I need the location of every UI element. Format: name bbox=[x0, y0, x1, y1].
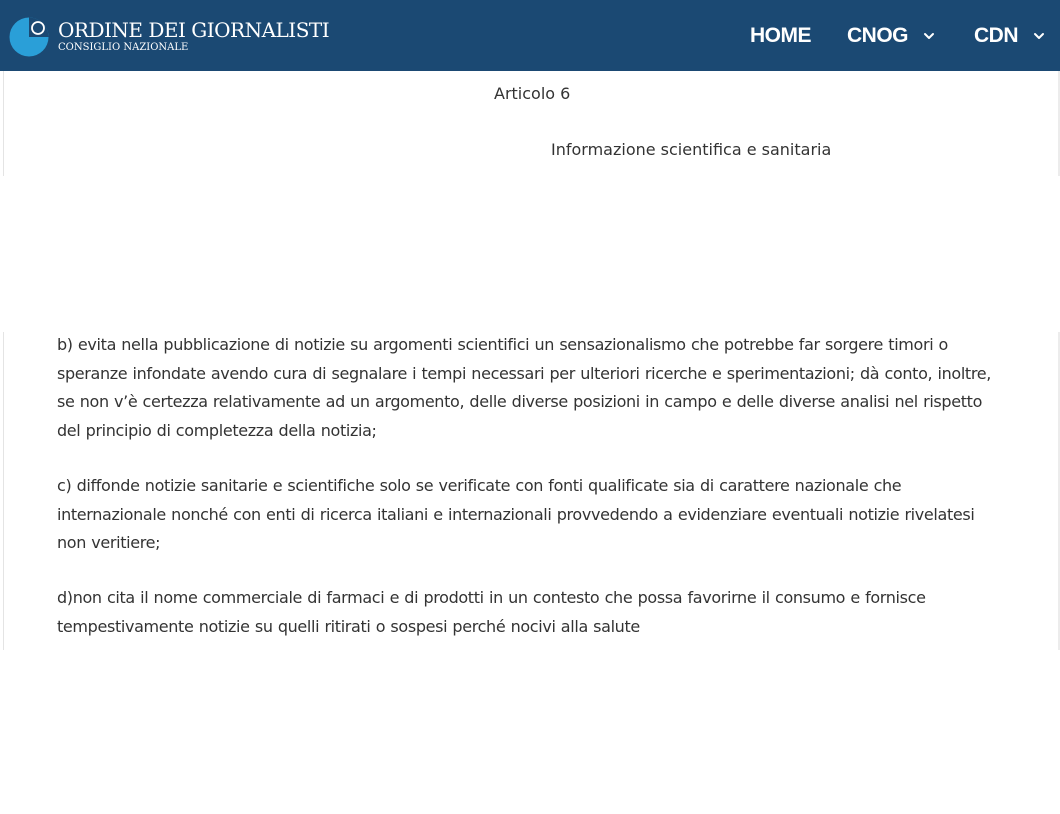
content-border-left bbox=[3, 332, 4, 650]
logo-title: ORDINE DEI GIORNALISTI bbox=[58, 18, 330, 42]
nav-cdn-label[interactable]: CDN bbox=[974, 23, 1018, 47]
nav-home[interactable] bbox=[750, 24, 811, 48]
site-header bbox=[0, 0, 1060, 71]
content-border-left bbox=[3, 71, 4, 176]
nav-cnog-label[interactable]: CNOG bbox=[847, 23, 908, 47]
article-subheading: Informazione scientifica e sanitaria bbox=[551, 140, 832, 159]
main-nav bbox=[750, 0, 1060, 71]
article-heading: Articolo 6 bbox=[494, 84, 571, 103]
nav-cnog[interactable] bbox=[847, 24, 936, 48]
circle-o-logo-icon bbox=[9, 17, 49, 57]
chevron-down-icon[interactable] bbox=[1032, 29, 1046, 43]
nav-cdn[interactable] bbox=[974, 24, 1046, 48]
article-paragraph-c: c) diffonde notizie sanitarie e scientifiche solo se verificate con fonti qualificate sia di carattere nazionale che internazionale nonché con enti di ricerca italiani e internazionali provvedendo a evidenziare eventuali notizie rivelatesi non veritiere; bbox=[57, 476, 975, 552]
site-logo[interactable] bbox=[9, 17, 329, 59]
logo-subtitle: CONSIGLIO NAZIONALE bbox=[58, 42, 189, 53]
article-paragraph-d: d)non cita il nome commerciale di farmaci e di prodotti in un contesto che possa favorirne il consumo e fornisce tempestivamente notizie su quelli ritirati o sospesi perché nocivi alla salute bbox=[57, 588, 926, 636]
chevron-down-icon[interactable] bbox=[922, 29, 936, 43]
article-paragraph-b: b) evita nella pubblicazione di notizie su argomenti scientifici un sensazionalismo che potrebbe far sorgere timori o speranze infondate avendo cura di segnalare i tempi necessari per ulteriori ricerche e sperimentazioni; dà conto, inoltre, se non v’è certezza relativamente ad un argomento, delle diverse posizioni in campo e delle diverse analisi nel rispetto del principio di completezza della notizia; bbox=[57, 335, 991, 440]
nav-home-label[interactable]: HOME bbox=[750, 23, 811, 47]
